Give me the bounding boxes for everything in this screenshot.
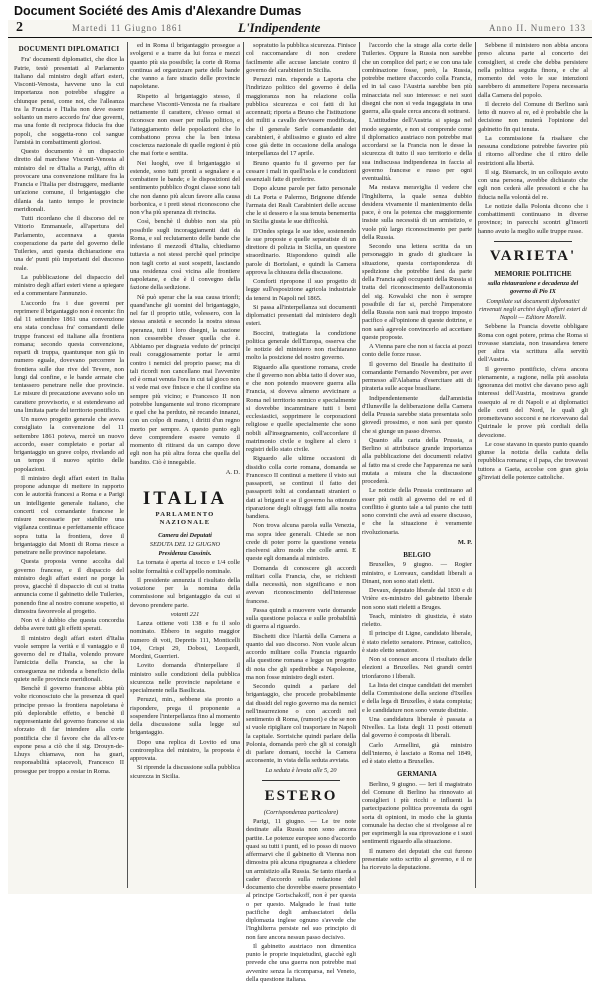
page-number: 2: [16, 20, 23, 35]
paragraph: Secondo quindi a parlare del brigantaggio, che procede probabilmente dai dissidi del regio governo ma da nemici nell'insurrezione o con accordi nel sentimento di Roma, (rumori) e che se non si vuole ripigliare col trasportare in Napoli la capitale. Sorrisiche quindi parlare della Polonia, domanda però che gli si consigli di parlare domani, tocchè la Camera acconsente, in vista della seduta avviata.: [246, 683, 356, 765]
paragraph: ed in Roma il brigantaggio prosegue a svolgersi e a trarre da lui forza e mezzi quanto più sia possibile; la corte di Roma continua ad organizzare parte delle bande che vanno a fare strazio delle provincie napoletane.: [130, 42, 240, 91]
paragraph: Berlino, 9 giugno. — Ieri il magistrato del Comune di Berlino ha rinnovato ai consiglieri i più ricchi e influenti la partecipazione politica provenuta da ogni sorta di opinioni, in modo che la giunta comunale ha deciso che si rivolgesse al re per esprimergli la sua riprovazione e i suoi sentimenti riguardo alla situazione.: [362, 780, 472, 846]
paragraph: l'accordo che la strage alla corte delle Tuileries. Oppure la Russia non sarebbe che un complice del pari; e se con una tale combinazione fosse, però, la Russia, potrebbe mettere d'accordo colla Francia, ed in tal caso l'Austria sarebbe ben più minacciata nel suo interesse: e nei suoi disegni che non si veda ingaggiata in una guerra, alla quale cerca ancora di sottrarsi.: [362, 42, 472, 115]
paragraph: Bruno quanto fu il governo per far cessare i mali in quell'isola e le condizioni essenziali fatte di preferire.: [246, 159, 356, 183]
section-title-italia: ITALIA: [142, 488, 228, 509]
correspondence-note: (Corrispondenza particolare): [263, 808, 339, 816]
feature-subtitle: sulla ristaurazione e decadenza del governo di Pio IX: [487, 280, 579, 296]
paragraph: Il gabinetto austriaco non dimentica punto le proprie inquietudini, giacchè egli prevede che una guerra non potrebbe mai avvenire senza la ricomparsa, nel Veneto, della questione italiana.: [246, 942, 356, 983]
paragraph: Una candidatura liberale è passata a Nivelles. La lista degli 11 posti ottenuti dal governo è composta di liberali.: [362, 715, 472, 740]
paragraph: sopratutto la pubblica sicurezza. Finisce col raccomandare di non credere facilmente alle accuse lanciate contro il governo del carabinieri in Sicilia.: [246, 42, 356, 74]
paragraph: Comforti ripropone il suo progetto di legge sull'esposizione agricola industriale da tenersi in Napoli nel 1865.: [246, 278, 356, 302]
article-signature: A. D.: [225, 468, 240, 476]
paragraph: Dopo una replica di Lovito ed una controreplica del ministro, la proposta è approvata.: [130, 738, 240, 762]
paragraph: Il principe di Ligne, candidato liberale, è stato rieletto senatore. Prinsse, cattolico, è stato eletto senatore.: [362, 630, 472, 654]
column-divider: [359, 42, 360, 888]
paragraph: Il ministro degli affari esteri in Italia propone adunque di mettere in rapporto con le autorità francesi a Roma e a Parigi un intelligente generale italiano, che concerti col comandante francese le misure necessarie per stabilire una vigilanza continua e perfettamente efficace sopra tutta la frontiera, dove il brigantaggio dai Monti di Roma riesce a penetrare nelle province napoletane.: [14, 474, 124, 556]
paragraph: Tutti ricordano che il discorso del re Vittorio Emmanuele, all'apertura del Parlamento, accennava a questa cooperazione da parte del governo delle Tuileries, anzi questa dichiarazione era una de' punti più importanti del discorso reale.: [14, 215, 124, 272]
paragraph: Devaux, deputato liberale dal 1830 e di Vrière ex-ministro del gabinetto liberale non sono stati rieletti a Bruges.: [362, 587, 472, 611]
paragraph: Questa proposta venne accolta dal governo francese, e il dispaccio del ministro degli affari esteri ne porge la prova, giacchè il dispaccio di cui si tratta annuncia come il gabinetto delle Tuileries, ponendo fine al nostro comune sospetto, si dimostra favorevole al progetto.: [14, 558, 124, 615]
paragraph: La pubblicazione del dispaccio del ministro degli affari esteri viene a spiegare ed a commentare l'annunzio.: [14, 273, 124, 298]
paragraph: Benchè il governo francese abbia più volte riconosciuto che la presenza di quel principe presso la frontiera napoletana è più deplorabile effetto, e benchè il rappresentante del governo francese si sia sforzato di far intendere alla corte pontificia che il favore che da all'ex-re espone pesa a ciò che il sig. Drouyn-de-Lhuys chiamava, non ha guari, responsabilità spiacevoli, Francesco II prosegue per troppo a restar in Roma.: [14, 685, 124, 775]
separator: [262, 780, 340, 781]
paragraph: Riguardo alla questione romana, crede che il governo non abbia tatto il dover suo, e che non potendo muovere guerra alla Francia, si doveva almeno avvicinare a Roma nel territorio nemico e specialmente si dovrebbe incamminare tutti i beni ecclesiastici, sopprimere le corporazioni religiose e quelle specialmente che sono nobili all'insegnamento, coll'accordare il matrimonio civile e togliere al clero i registri dello stato civile.: [246, 363, 356, 453]
paragraph: Le notizie dalla Polonia dicono che i combattimenti continuano in diverse province; in parecchi scontri gl'insorti hanno avuto la meglio sulle truppe russe.: [478, 202, 588, 235]
paragraph: Si passa all'interpellanza sui documenti diplomatici presentati dal ministero degli esteri.: [246, 303, 356, 328]
paragraph: Sebbene il ministero non abbia ancora preso alcuna parte al concerto dei consiglieri, si crede che debba persistere nella politica seguita finora, e che al momento del voto le sue intenzioni sarebbero di ammettere l'opera necessaria dalla Camera del popolo.: [478, 42, 588, 99]
paragraph: La tornata è aperta al tocco e 1/4 colle solite formalità e coll'appello nominale.: [130, 559, 240, 575]
newspaper-page: [8, 20, 592, 983]
masthead-year: Anno II. Numero 133: [489, 23, 586, 33]
paragraph: Riguardo alle ultime occasioni di dissidio colla corte romana, domanda se Francesco II continui a mettere il visto sui passaporti, se continui il fatto dei passaporti tolti ai condannati stranieri o dati ai briganti e se il governo ha ottenuto riparazione degli oltraggi fatti alla nostra bandiera.: [246, 455, 356, 520]
paragraph: Secondo una lettera scritta da un personaggio in grado di giudicare la situazione, questa corrispondenza di spedizione che potrebbe farsi da parte della Francia agli occupanti della Russia si tratta del riconoscimento dell'autonomia del sig. Kowalski che non è sempre possibile di far si, perchè l'imperatore della Russia non sarà mai troppo imposto pacifico e all'opinione di queste dottrine, e non sarà agevole convincerlo ad accettare queste proposte.: [362, 243, 472, 341]
paragraph: Bischetti dice l'ilarità della Camera a quanto dal suo discorso. Non vuole alcun accordo militare colla Francia riguardo alla questione romana e legge un progetto di nota che gli spedirebbe a Napoleone, ma non fosse ministro degli esteri.: [246, 632, 356, 681]
paragraph: Ma restava meraviglia il vedere che l'Inghilterra, la quale senza dubbio desidera vivamente il mantenimento della pace, è ora la potenza che maggiormente insiste sulla necessità di un armistizio, e vuole più largo riconoscimento per parte della Russia.: [362, 184, 472, 241]
paragraph: La lista dei cinque candidati dei membri della Commissione della sezione d'Ixelles e della lega di Bruxelles, è stata compiuta; e le candidature non sono venute distinte.: [362, 681, 472, 714]
column-1: [14, 42, 124, 890]
paragraph: Le cose stavano in questo punto quando giunse la notizia della caduta della repubblica romana; e il papa, che trovavasi tuttora a Gaeta, accolse con gran gioia gl'inviati delle potenze cattoliche.: [478, 440, 588, 481]
paragraph: Così, benchè il dubbio non sia più possibile sugli incoraggiamenti dati da Roma, e sul reclutamento delle bande che infestano il mezzodì d'Italia, chiediamo tuttavia a noi stessi perchè quel principe non tagli corto ai suoi sospetti, lasciando una residenza così vicina alle frontiere napoletane, e che è il convegno della fazione della sedizione.: [130, 218, 240, 292]
paragraph: D'Ondes spiega le sue idee, sostenendo le sue proposte e quelle separatiste di un direttore di polizia in Sicilia, un questore straordinario. Rispondono quindi alle parole di Bortolani, e quindi la Camera approva la chiusura della discussione.: [246, 227, 356, 276]
paragraph: Non trova alcuna parola sulla Venezia, ma sopra idee generali. Chiede se non crede di poter porre la questione veneta risolversi altro modo che colle armi. E queste egli domanda al ministro.: [246, 522, 356, 563]
paragraph: Le notizie della Prussia continuano ad esser più ostili al governo del re ed il conflitto è giunto tale a tal punto che tutti sono convinti che avrà ad essere discusso, e che la situazione è veramente rivoluzionaria.: [362, 487, 472, 536]
paragraph: L'accordo fra i due governi per reprimere il brigantaggio non è recente: fin dal 11 settembre 1861 una convenzione era stata conclusa fra' comandanti delle truppe francesi ed italiane alla frontiera romana; secondo questa convenzione, reparti di truppa, quantunque non già in numero eguale, dovevano percorrere la frontiera sulle due rive del Tevere, non lungi dal confine, e le bande armate che tentassero penetrare nelle due provincie. Le misure di precauzione avevano solo un carattere provvisorio, e si estendevano ad una limitata parte del territorio pontificio.: [14, 299, 125, 414]
section-heading: DOCUMENTI DIPLOMATICI: [18, 45, 120, 53]
section-subtitle: PARLAMENTO NAZIONALE: [155, 511, 215, 527]
paragraph: Boccini, trattegiata la condizione politica generale dell'Europa, osserva che le notizie del ministero non rischiarano molto la posizione del nostro governo.: [246, 329, 356, 362]
paragraph: Il numero dei deputati che cui furono presentate sotto scritto al governo, e il re ha ricevuto la deputazione.: [362, 847, 472, 871]
feature-title: MEMORIE POLITICHE: [494, 269, 572, 278]
paragraph: Bruxelles, 9 giugno. — Rogier ministro, e Lonvaux, candidati liberali a Dinant, non sono stati eletti.: [362, 561, 472, 585]
paragraph: Parigi, 11 giugno. — Le tre note destinate alla Russia non sono ancora partite. Le potenze europee sono d'accordo quasi su tutti i punti, ed io posso di nuovo affermarvi che il gabinetto di Vienna non dimostra più alcuna ripugnanza a chiedere un armistizio alla Russia. Se tanto ritarda a cader d'accordo sulla redazione del documento che dovrebbe essere presentato al principe Gortschakoff, non è per questa o per questo. Malgrado le frasi tutte pacifiche degli ambasciatori della diplomazia inglese ognuno s'avvede che l'Inghilterra persiste nel suo principio di non fare ancora nessun passo decisivo.: [246, 818, 356, 941]
paragraph: Lanza ottiene voti 138 e fu il solo nominato. Ebbero in seguito maggior numero di voti, Depretis 111, Monticelli 104, Crispi 29, Dobosi, Leopardi, Mordini, Guerrieri.: [130, 620, 240, 660]
column-divider: [475, 42, 476, 888]
section-title-varieta: VARIETA': [489, 247, 577, 264]
paragraph: Nei luoghi, ove il brigantaggio si estende, sono tutti pronti a segnalare e a combattere le bande; e le disposizioni del sentimento pubblico d'ogni classe sono tali che non danno più alcun favore alla causa borbonica, e i preti stessi riconoscono che non v'ha più speranza di rivincita.: [130, 159, 240, 216]
masthead-date: Martedi 11 Giugno 1861: [72, 23, 183, 33]
paragraph: La commissione fa risaltare che nessuna condizione potrebbe favorire più il ritorno all'ordine che il ritiro delle restrizioni alla libertà.: [478, 134, 588, 167]
separator: [494, 241, 572, 242]
paragraph: Non si conosce ancora il risultato delle elezioni a Bruxelles. Nei grandi centri trionfarono i liberali.: [362, 656, 472, 680]
paragraph: Non vi è dubbio che questa concordia debba avere tutti gli effetti sperati.: [14, 617, 124, 633]
column-4: [362, 42, 472, 890]
votes-line: votanti 221: [170, 610, 200, 618]
paragraph: Si riprende la discussione sulla pubblica sicurezza in Sicilia.: [130, 764, 240, 780]
paragraph: Passa quindi a muovere varie domande sulla questione polacca e sulle probabilità di guerra al riguardo.: [246, 606, 356, 631]
paragraph: Peruzzi min. risponde a Laporta che l'indirizzo politico del governo è della maggioranza non ha relazione colla pubblica sicurezza e coi fatti di lui accennati; riporta a Bruno che l'istituzione dei militi a cavallo dev'essere modificata, che il generale Serle comandante dei carabinieri, è abilissimo e giusto ed altre cose già dette in occasione della analoga interpellanza del 17 aprile.: [246, 76, 356, 158]
paragraph: Questo documento è un dispaccio diretto dal marchese Visconti-Venosta al ministro del re d'Italia a Parigi, affin di provocare una convenzione militare fra la Francia e l'Italia per distruggere, mediante un'azione comune, il brigantaggio che dilania da tanto tempo le provincie meridionali.: [14, 148, 124, 213]
session-date: SEDUTA DEL 12 GIUGNO: [149, 540, 221, 548]
session-closing: La seduta è levata alle 5, 20: [265, 766, 337, 774]
column-5: [478, 42, 588, 890]
paragraph: Il presidente annunzia il risultato della votazione per la nomina della commissione sul brigantaggio da cui si devono prendere parte.: [130, 576, 240, 609]
article-signature: M. P.: [457, 538, 472, 546]
paragraph: Rispetto al brigantaggio stesso, il marchese Visconti-Venosta ne fa risaltare nettamente il carattere, ch'esso ormai si riconosce non esser per nulla politico, e l'atteggiamento delle popolazioni che lo combattono prova che la ben intesa coscienza nazionale di quelle regioni è più che mai forte e sentita.: [130, 92, 240, 158]
column-3: [246, 42, 356, 983]
paragraph: Il sig. Bismarck, in un colloquio avuto con una persona, avrebbe dichiarato che egli non cederà alle pressioni e che ha fiducia nella volontà del re.: [478, 168, 588, 201]
paragraph: Peruzzi, min., sebbene sia pronto a rispondere, prega il proponente a sospendere l'interpellanza fino al momento della discussione sulla legge sul brigantaggio.: [130, 696, 240, 737]
column-divider: [127, 42, 128, 888]
paragraph: Il governo del Brasile ha destituito il comandante Fernando Novembre, per aver permesso all'Alabama d'esercitare atti di pirateria sulle acque brasiliane.: [362, 360, 472, 393]
paragraph: Lovito domanda d'interpellare il ministro sulle condizioni della pubblica sicurezza nelle provincie napoletane e specialmente nella Basilicata.: [130, 662, 240, 694]
country-heading-belgio: BELGIO: [403, 551, 431, 559]
section-title-estero: ESTERO: [264, 787, 338, 804]
paragraph: L'attitudine dell'Austria si spiega nel modo seguente, e non si comprende come il diplomatico austriaco non potrebbe mai accordarsi se la Francia non le desse la sicurezza di tutto il suo territorio e della sua indiscussa indipendenza in faccia al governo francese e russo per ogni eventualità.: [362, 117, 472, 182]
paragraph: Quanto alla carta della Prussia, a Berlino si attribuisce grande importanza alla pubblicazione dei documenti relativi al fatto ma si crede che l'apparenza ne sarà mutata a misura che la discussione procederà.: [362, 436, 472, 485]
country-heading-germania: GERMANIA: [397, 770, 437, 779]
paragraph: Domanda di conoscere gli accordi militari colla Francia, che, se richiesti dalla necessità, non significano e non avevan riconoscimento dell'interesse francese.: [246, 564, 356, 605]
masthead: [8, 20, 592, 38]
paragraph: Indipendentemente dall'amnistia d'Ilunsville la deliberazione della Camera della Prussia sarebbe stata presentata solo giovedì prossimo, e non sarà per questo che si giunge un passo diverso.: [362, 394, 472, 435]
paragraph: Il governo pontificio, ch'era ancora pienamente, a ragione, nella più assoluta ignoranza dei motivi che davano peso agli interessi dell'Austria, mostrava grande ossequio al re di Napoli e ai diplomatici delle corti del Nord, le quali gli promettevano soccorsi e ne ricevevano dal Quirinale le prove più cordiali della devozione.: [478, 365, 588, 439]
paragraph: Fra' documenti diplomatici, che dice la Patrie, testè presentati al Parlamento italiano dal ministro degli affari esteri, Visconti-Venosta, havvene uno la cui importanza non potrebbe sfuggire a chiunque pensi, come noi, che l'alleanza tra la Francia e l'Italia non deve essere soltanto un mero accordo fra' due governi, ma una fonte di reciproca fiducia fra due popoli, che soggetta-rono col sangue l'amistà in combattimenti gloriosi.: [14, 56, 124, 146]
paragraph: Il ministro degli affari esteri d'Italia vuole sempre la verità e il vantaggio e il governo del re d'Italia, volendo provare l'amicizia della Francia, sa che la conseguenza ne ridonda a beneficio della quiete nelle provincie meridionali.: [14, 634, 124, 683]
chamber-heading: Camera dei Deputati: [158, 531, 212, 539]
paragraph: Nè può sperar che la sua causa trionfi; quand'anche gli uomini del brigantaggio, nel far il proprio utile, volessero, con la stessa ansietà e secondo la nostra stessa speranza, tutti i loro disegni, la nazione non cesserebbe d'esser quella che è. Abbiamo per disgrazia veduto de' principi reali coraggiosamente portar le armi contro i nemici del proprio paese; ma di tali ricordi non cancellano mai l'avvenire ed è ormai venuta l'ora in cui tal gioco non si vede mai ove finisce e che il confine sta sempre più vicino; e Francesco II non potrebbe lungamente sul trono ricomprare e quel che ha perduto, nè recando innanzi, con un colpo di mano, i diritti d'un regno morto per sempre. A questo punto egli deve comprendere essere venuto il momento di ritirarsi da un campo dove egli non ha più altra forza che quella del bandito. Ciò è innegabile.: [130, 293, 240, 466]
paragraph: Dopo alcune parole per fatto personale di La Porta e Palermo, Brignone difende l'armata dei Reali Carabinieri delle accuse che le si dessero e la sua tenuta benemerita in Sicilia giusta le sue difficoltà.: [246, 185, 356, 226]
paragraph: Un nuovo progetto generale che aveva consigliato la convenzione del 11 settembre 1861 poteva, mercè un nuovo accordo, esser completato e portar al brigantaggio un grave colpo, rivelando ad un tempo il nuovo spirito delle popolazioni.: [14, 416, 124, 473]
column-divider: [243, 42, 244, 888]
presidency-line: Presidenza Cassinis.: [158, 550, 212, 557]
paragraph: Il decreto del Comune di Berlino sarà letto di nuovo al re, ed è probabile che la decisione non muterà l'opinione del gabinetto fin qui tenuta.: [478, 100, 588, 133]
paragraph: A Vienna pare che non si faccia ai pozzi conto delle forze russe.: [362, 343, 472, 359]
paragraph: Teach, ministro di giustizia, è stato rieletto.: [362, 612, 472, 628]
feature-note: Compilate sui documenti diplomatici rinvenuti negli archivi degli affari esteri di Napoli — Editore Morelli.: [479, 297, 587, 321]
newspaper-title: L'Indipendente: [238, 20, 321, 35]
paragraph: Carlo Armellini, già ministro dell'interno, è lasciato a Roma nel 1849, ed è stato eletto a Bruxelles.: [362, 741, 472, 765]
paragraph: Sebbene la Francia dovette obbligare Roma con ogni potere, prima che Roma si trovasse stanziata, non trasandava tenere per altra via scrittura alla servitù dell'Austria.: [478, 323, 588, 364]
column-2: [130, 42, 240, 890]
archive-watermark: Document Société des Amis d'Alexandre Dumas: [14, 4, 302, 18]
